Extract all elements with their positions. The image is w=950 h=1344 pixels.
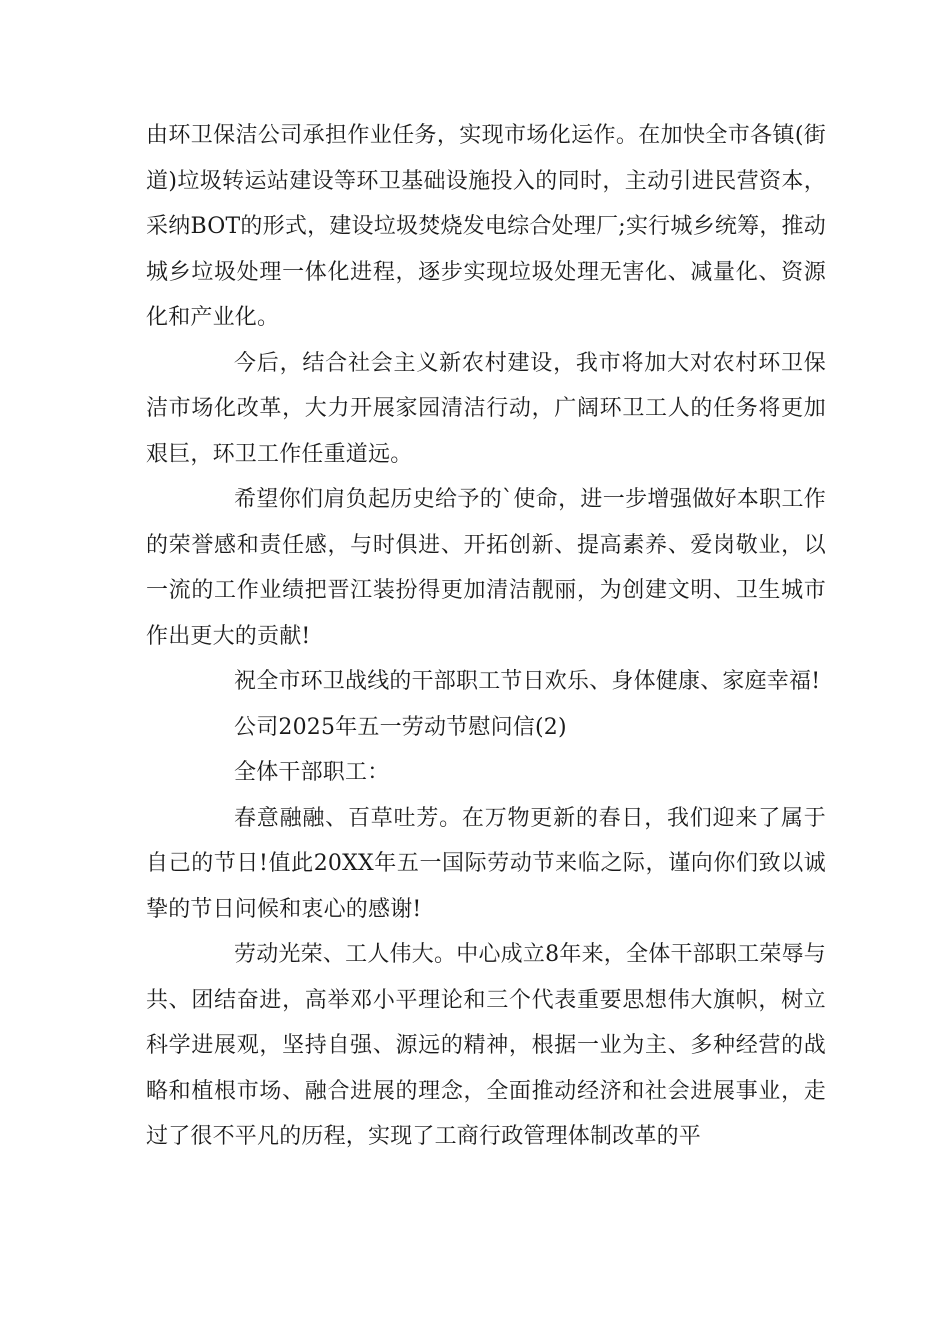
paragraph-1: 由环卫保洁公司承担作业任务，实现市场化运作。在加快全市各镇(街道)垃圾转运站建设等环卫基础设施投入的同时，主动引进民营资本，采纳BOT的形式，建设垃圾焚烧发电综合处理厂;实行城乡统筹，推动城乡垃圾处理一体化进程，逐步实现垃圾处理无害化、减量化、资源化和产业化。 xyxy=(146,123,826,330)
paragraph-7: 春意融融、百草吐芳。在万物更新的春日，我们迎来了属于自己的节日!值此20XX年五一国际劳动节来临之际，谨向你们致以诚挚的节日问候和衷心的感谢! xyxy=(146,805,826,922)
letter-salutation: 全体干部职工： xyxy=(234,760,390,785)
document-body xyxy=(146,113,826,1160)
letter-title: 公司2025年五一劳动节慰问信(2) xyxy=(234,714,567,740)
paragraph-2: 今后，结合社会主义新农村建设，我市将加大对农村环卫保洁市场化改革，大力开展家园清洁行动，广阔环卫工人的任务将更加艰巨，环卫工作任重道远。 xyxy=(146,350,826,467)
paragraph-8: 劳动光荣、工人伟大。中心成立8年来，全体干部职工荣辱与共、团结奋进，高举邓小平理论和三个代表重要思想伟大旗帜，树立科学进展观，坚持自强、源远的精神，根据一业为主、多种经营的战略和植根市场、融合进展的理念，全面推动经济和社会进展事业，走过了很不平凡的历程，实现了工商行政管理体制改革的平 xyxy=(146,942,826,1149)
paragraph-4: 祝全市环卫战线的干部职工节日欢乐、身体健康、家庭幸福! xyxy=(234,669,821,694)
paragraph-3: 希望你们肩负起历史给予的`使命，进一步增强做好本职工作的荣誉感和责任感，与时俱进、开拓创新、提高素养、爱岗敬业，以一流的工作业绩把晋江装扮得更加清洁靓丽，为创建文明、卫生城市作出更大的贡献! xyxy=(146,487,826,649)
